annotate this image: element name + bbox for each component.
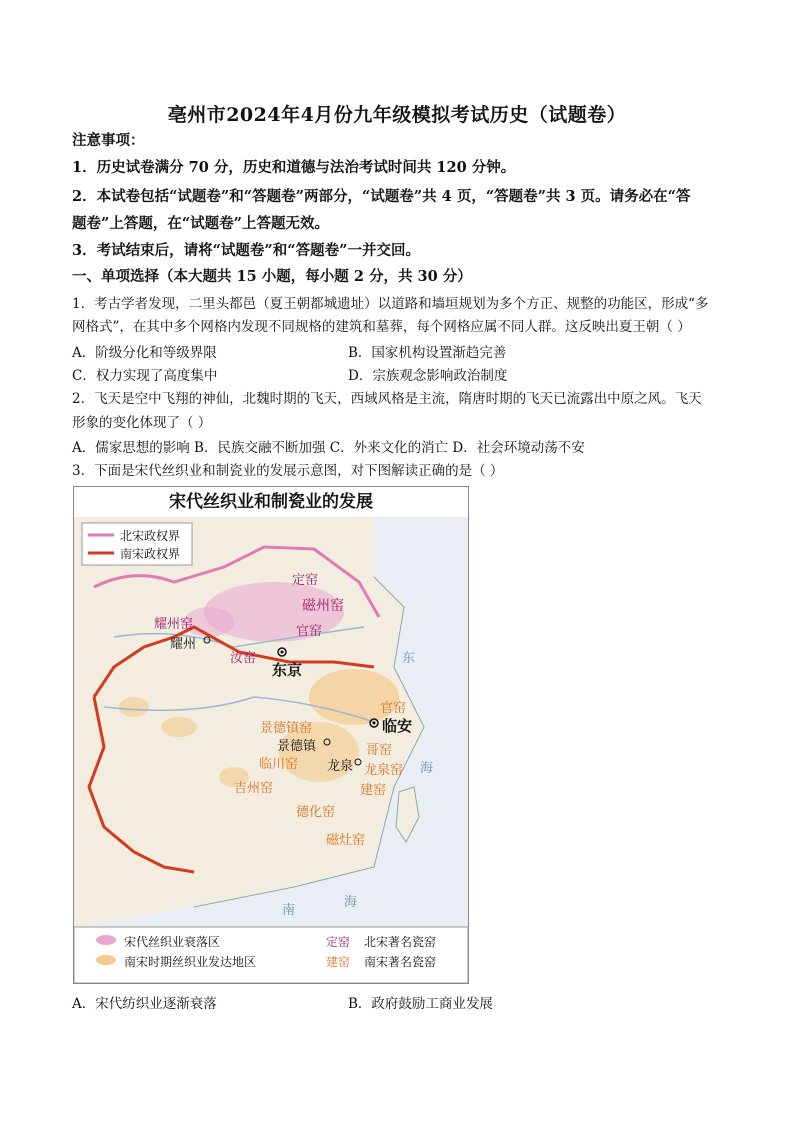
legend-northern-song: 北宋政权界 — [120, 529, 181, 543]
sea-label-nan: 南 — [282, 903, 296, 918]
map-title: 宋代丝织业和制瓷业的发展 — [74, 487, 468, 517]
kiln-guan-north: 官窑 — [296, 624, 323, 639]
q3-stem: 3．下面是宋代丝织业和制瓷业的发展示意图，对下图解读正确的是（ ） — [72, 463, 504, 479]
notice-item-1: 1．历史试卷满分 70 分，历史和道德与法治考试时间共 120 分钟。 — [72, 159, 516, 176]
q1-stem-line1: 1．考古学者发现，二里头都邑（夏王朝都城遗址）以道路和墙垣规划为多个方正、规整的功能区，形成“多 — [72, 296, 709, 312]
city-dongjing: 东京 — [272, 661, 303, 679]
kiln-dingyao: 定窑 — [292, 573, 319, 588]
q2-stem-line1: 2．飞天是空中飞翔的神仙，北魏时期的飞天，西域风格是主流，隋唐时期的飞天已流露出中原之风。飞天 — [72, 391, 702, 407]
kiln-cizao: 磁灶窑 — [326, 833, 366, 848]
q1-option-d: D．宗族观念影响政治制度 — [348, 368, 508, 384]
legend-south-sample: 建窑 — [326, 955, 351, 969]
sea-label-dong: 东 — [402, 651, 416, 666]
city-longquan: 龙泉 — [327, 759, 354, 774]
kiln-linchuan: 临川窑 — [259, 757, 299, 772]
notice-heading: 注意事项： — [72, 132, 145, 149]
legend-north-desc: 北宋著名瓷窑 — [364, 935, 437, 949]
legend-southern-song: 南宋政权界 — [120, 547, 181, 561]
notice-item-2: 2．本试卷包括“试题卷”和“答题卷”两部分，“试题卷”共 4 页，“答题卷”共 3 页。请务必在“答 — [72, 188, 691, 205]
q1-stem-line2: 网格式”，在其中多个网格内发现不同规格的建筑和墓葬，每个网格应属不同人群。这反映出夏王朝（ ） — [72, 319, 691, 335]
kiln-longquan: 龙泉窑 — [364, 763, 404, 778]
kiln-jingdezhen: 景德镇窑 — [260, 721, 313, 736]
notice-item-3: 3．考试结束后，请将“试题卷”和“答题卷”一并交回。 — [72, 242, 420, 259]
kiln-cizhou: 磁州窑 — [302, 598, 344, 614]
legend-developed: 南宋时期丝织业发达地区 — [124, 955, 257, 969]
q3-option-a: A．宋代纺织业逐渐衰落 — [72, 996, 217, 1012]
sea-label-hai-1: 海 — [420, 761, 434, 776]
kiln-jian: 建窑 — [360, 783, 387, 798]
q1-option-a: A．阶级分化和等级界限 — [72, 345, 217, 361]
legend-decline: 宋代丝织业衰落区 — [124, 935, 221, 949]
page-title: 亳州市2024年4月份九年级模拟考试历史（试题卷） — [167, 104, 627, 126]
q1-option-b: B．国家机构设置渐趋完善 — [348, 345, 507, 361]
sea-label-hai-2: 海 — [344, 895, 358, 910]
kiln-jizhou: 吉州窑 — [234, 781, 274, 796]
kiln-ru: 汝窑 — [230, 651, 257, 666]
q2-stem-line2: 形象的变化体现了（ ） — [72, 415, 212, 431]
city-jingdezhen: 景德镇 — [277, 739, 317, 754]
kiln-dehua: 德化窑 — [296, 805, 336, 820]
kiln-ge: 哥窑 — [366, 743, 393, 758]
city-yaozhou: 耀州 — [170, 637, 197, 652]
q3-option-b: B．政府鼓励工商业发展 — [348, 996, 493, 1012]
notice-item-2-cont: 题卷”上答题，在“试题卷”上答题无效。 — [72, 215, 330, 232]
city-linan: 临安 — [382, 717, 413, 735]
q2-options: A．儒家思想的影响 B．民族交融不断加强 C．外来文化的消亡 D．社会环境动荡不安 — [72, 440, 585, 456]
legend-south-desc: 南宋著名瓷窑 — [364, 955, 437, 969]
kiln-guan-south: 官窑 — [380, 701, 407, 716]
kiln-yaozhou: 耀州窑 — [154, 617, 194, 632]
q1-option-c: C．权力实现了高度集中 — [72, 368, 218, 384]
song-dynasty-map — [73, 486, 469, 984]
legend-north-sample: 定窑 — [326, 935, 351, 949]
section-heading: 一、单项选择（本大题共 15 小题，每小题 2 分，共 30 分） — [72, 268, 472, 285]
